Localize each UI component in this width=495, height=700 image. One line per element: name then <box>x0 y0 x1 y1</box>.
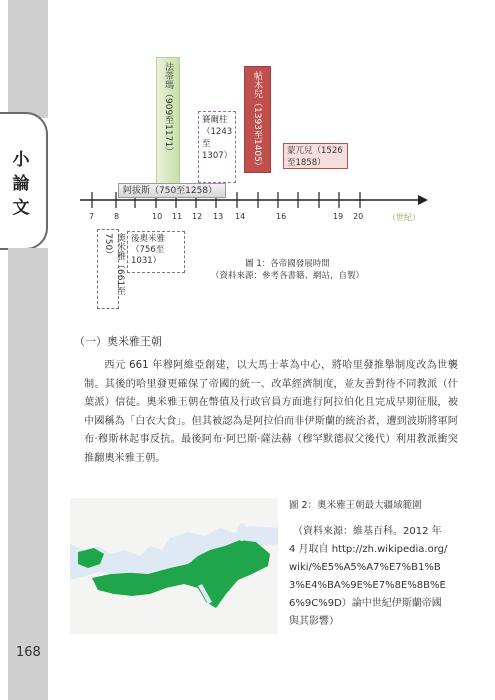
tick-label: 8 <box>114 212 120 221</box>
tick-label: 11 <box>172 212 183 221</box>
timur-bar <box>244 66 271 173</box>
tick-label: 14 <box>235 212 246 221</box>
page-number: 168 <box>16 645 41 660</box>
sidebar-band <box>0 0 48 700</box>
umayyad-extent-map <box>70 498 278 634</box>
map-image <box>70 498 278 634</box>
andalus-umayyad-box <box>127 231 185 273</box>
section-title: （一）奧米雅王朝 <box>74 335 162 348</box>
section-tab-char-1: 小 <box>12 150 30 170</box>
andalus-umayyad-label: 後奧米雅（756至1031） <box>131 234 166 266</box>
tick-label: 10 <box>152 212 163 221</box>
tick-label: 19 <box>333 212 344 221</box>
umayyad-box <box>97 229 125 309</box>
section-tab-char-2: 論 <box>12 174 30 194</box>
saljuq-box <box>198 111 236 183</box>
fatimid-bar <box>156 57 180 185</box>
mughal-label: 蒙兀兒（1526至1858） <box>287 146 343 168</box>
tick-label: 12 <box>192 212 203 221</box>
body-paragraph: 西元 661 年穆阿維亞創建，以大馬士革為中心，將哈里發推舉制度改為世襲制。其後的哈里發更確保了帝國的統一、改革經濟制度，並友善對待不同教派（什葉派）信徒。奧米雅王朝在幣值及行政官員方面進行阿拉伯化且完成早期征服，被中國稱為「白衣大食」。但其被認為是阿拉伯而非伊斯蘭的統治者，遭到波斯將軍阿布‧穆斯林起事反抗。最後阿布‧阿巴斯‧薩法赫（穆罕默德叔父後代）利用教派衝突推翻奧米雅王朝。 <box>84 360 458 464</box>
fatimid-label: 法蒂瑪（909至1171） <box>163 62 173 157</box>
umayyad-label: 奧米雅（661至750） <box>103 233 125 296</box>
figure1-caption: 圖 1：各帝國發展時間 <box>245 259 330 269</box>
tick-label: 16 <box>276 212 287 221</box>
section-tab-char-3: 文 <box>12 198 30 218</box>
century-unit-label: （世紀） <box>388 213 420 222</box>
tick-label: 7 <box>89 212 95 221</box>
saljuq-label: 賽爾柱（1243至1307） <box>202 115 233 161</box>
figure1-caption-block <box>205 258 370 282</box>
tick-label: 13 <box>213 212 224 221</box>
tick-label: 20 <box>353 212 364 221</box>
abbasid-bar <box>118 183 226 198</box>
sidebar-gray-bottom <box>8 248 48 700</box>
mughal-box <box>283 143 348 169</box>
section-tab <box>0 112 48 250</box>
abbasid-label: 阿拔斯（750至1258） <box>123 186 218 196</box>
timur-label: 帖木兒（1393至1405） <box>252 71 262 171</box>
figure2-source: （資料來源：維基百科。2012 年 4 月取自 http://zh.wikipedia.org/wiki/%E5%A5%A7%E7%B1%B3%E4%BA%9E%E7%8E%8B%E6%9C%9D）論中世紀伊斯蘭帝國與其影響） <box>289 526 448 627</box>
sidebar-gray-top <box>8 0 48 118</box>
figure1-source: （資料來源：參考各書籍、網站，自製） <box>210 271 364 281</box>
figure2-title: 圖 2：奧米雅王朝最大疆域範圍 <box>289 500 422 511</box>
